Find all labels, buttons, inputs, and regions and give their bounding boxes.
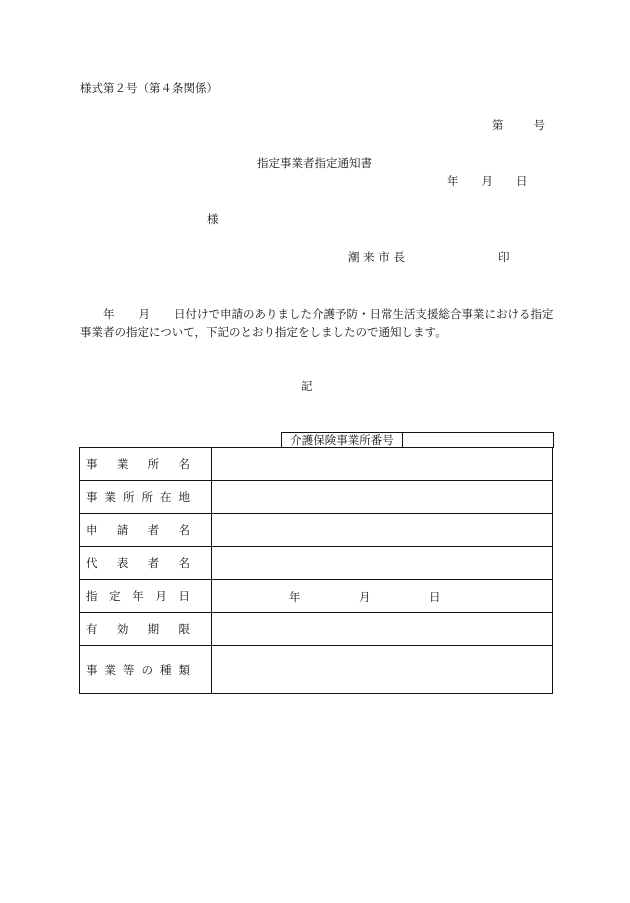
applicant-name-field[interactable] <box>212 514 553 547</box>
table-row <box>80 646 553 694</box>
table-row <box>80 481 553 514</box>
document-title: 指定事業者指定通知書 <box>257 156 372 170</box>
label-char: 類 <box>178 662 190 677</box>
issuer <box>348 250 509 264</box>
document-number <box>492 118 545 132</box>
label-char: 所 <box>147 457 160 471</box>
label-char: 業 <box>104 490 116 504</box>
label-char: 限 <box>178 622 190 636</box>
issuer-seal: 印 <box>497 250 510 264</box>
label-char: 業 <box>116 457 129 471</box>
label-char: 所 <box>123 490 135 504</box>
designation-date-year: 年 <box>289 590 301 604</box>
issuer-name: 潮 来 市 長 <box>348 250 405 264</box>
label-char: 事 <box>86 662 98 677</box>
body-paragraph <box>80 305 554 341</box>
label-char: 業 <box>104 662 116 677</box>
label-char: 年 <box>132 589 144 603</box>
office-number-box <box>281 432 554 448</box>
label-char: 月 <box>155 589 167 603</box>
label-char: 在 <box>160 490 172 504</box>
label-char: 事 <box>86 490 98 504</box>
label-char: 効 <box>116 622 129 636</box>
doc-number-prefix: 第 <box>492 118 504 132</box>
recipient-suffix: 様 <box>207 212 219 226</box>
label-char: 名 <box>178 523 190 537</box>
issue-date-month: 月 <box>481 174 493 188</box>
business-type-label <box>80 646 212 694</box>
office-name-field[interactable] <box>212 448 553 481</box>
label-char: 期 <box>147 622 160 636</box>
doc-number-suffix: 号 <box>533 118 545 132</box>
issue-date-day: 日 <box>516 174 528 188</box>
table-row <box>80 547 553 580</box>
office-address-field[interactable] <box>212 481 553 514</box>
ki-marker: 記 <box>301 379 313 393</box>
body-month: 月 <box>138 307 150 321</box>
designation-date-field[interactable] <box>212 580 553 613</box>
body-year: 年 <box>103 307 115 321</box>
label-char: 定 <box>109 589 121 603</box>
designation-date-month: 月 <box>359 590 371 604</box>
table-row <box>80 613 553 646</box>
label-char: 種 <box>160 662 172 677</box>
representative-name-field[interactable] <box>212 547 553 580</box>
applicant-name-label <box>80 514 212 547</box>
table-row <box>80 448 553 481</box>
label-char: 者 <box>147 523 160 537</box>
representative-name-label <box>80 547 212 580</box>
table-row <box>80 514 553 547</box>
office-address-label <box>80 481 212 514</box>
label-char: 有 <box>86 622 98 636</box>
label-char: の <box>141 662 153 677</box>
label-char: 名 <box>178 457 190 471</box>
designation-date-day: 日 <box>429 590 441 604</box>
office-name-label <box>80 448 212 481</box>
office-number-label: 介護保険事業所番号 <box>282 433 403 448</box>
label-char: 等 <box>123 662 135 677</box>
label-char: 所 <box>141 490 153 504</box>
label-char: 事 <box>86 457 98 471</box>
label-char: 者 <box>147 556 160 570</box>
label-char: 指 <box>86 589 98 603</box>
validity-period-field[interactable] <box>212 613 553 646</box>
label-char: 日 <box>178 589 190 603</box>
designation-date-label <box>80 580 212 613</box>
issue-date-year: 年 <box>447 174 459 188</box>
body-text: 日付けで申請のありました介護予防・日常生活支援総合事業における指定事業者の指定について，下記のとおり指定をしましたので通知します。 <box>80 307 554 339</box>
office-number-field[interactable] <box>403 433 553 448</box>
form-number: 様式第２号（第４条関係） <box>80 81 218 95</box>
validity-period-label <box>80 613 212 646</box>
business-type-field[interactable] <box>212 646 553 694</box>
label-char: 表 <box>116 556 129 570</box>
issue-date <box>447 174 528 188</box>
label-char: 申 <box>86 523 98 537</box>
table-row <box>80 580 553 613</box>
label-char: 名 <box>178 556 190 570</box>
form-table <box>79 447 553 694</box>
label-char: 地 <box>178 490 190 504</box>
label-char: 請 <box>116 523 129 537</box>
label-char: 代 <box>86 556 98 570</box>
